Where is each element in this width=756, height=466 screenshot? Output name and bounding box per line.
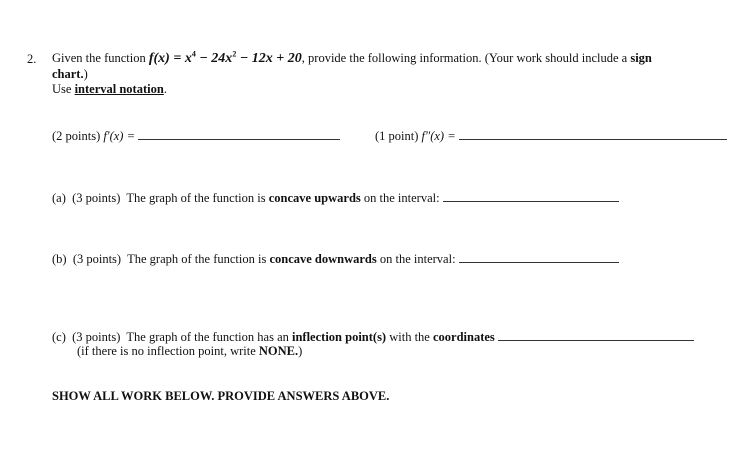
concave-up-answer-blank[interactable]	[443, 190, 619, 202]
interval-notation-emph: interval notation	[74, 82, 164, 96]
first-derivative-answer-blank[interactable]	[138, 128, 340, 140]
first-derivative-prompt: (2 points) f′(x) =	[52, 128, 340, 144]
part-c: (c) (3 points) The graph of the function has an inflection point(s) with the coordinates	[52, 329, 694, 345]
second-derivative-prompt: (1 point) f″(x) =	[375, 128, 727, 144]
inflection-points-emph: inflection point(s)	[292, 330, 387, 344]
concave-downwards-emph: concave downwards	[269, 252, 377, 266]
show-work-instruction: SHOW ALL WORK BELOW. PROVIDE ANSWERS ABOVE.	[52, 389, 390, 403]
none-emph: NONE.	[258, 344, 299, 358]
part-b: (b) (3 points) The graph of the function is concave downwards on the interval:	[52, 251, 619, 267]
part-a: (a) (3 points) The graph of the function is concave upwards on the interval:	[52, 190, 619, 206]
intro-prefix: Given the function	[52, 51, 146, 65]
first-derivative-label: f′(x) =	[103, 129, 136, 143]
part-c-note: (if there is no inflection point, write NONE.)	[77, 344, 303, 358]
sign-word: sign	[630, 51, 652, 65]
use-line: Use interval notation.	[52, 82, 167, 96]
concave-upwards-emph: concave upwards	[268, 191, 361, 205]
problem-intro-line-2: chart.)	[52, 67, 88, 81]
coordinates-emph: coordinates	[432, 330, 495, 344]
second-derivative-answer-blank[interactable]	[459, 128, 727, 140]
function-definition: $f(x) = x^4 - 24x^2 - 12x + 20$	[148, 49, 302, 66]
second-derivative-label: f″(x) =	[421, 129, 456, 143]
problem-intro-line	[52, 51, 652, 66]
problem-number: 2.	[27, 52, 37, 66]
intro-suffix: , provide the following information. (Your work should include a	[301, 51, 628, 65]
chart-word: chart.	[52, 67, 84, 81]
concave-down-answer-blank[interactable]	[459, 251, 619, 263]
inflection-answer-blank[interactable]	[498, 329, 694, 341]
